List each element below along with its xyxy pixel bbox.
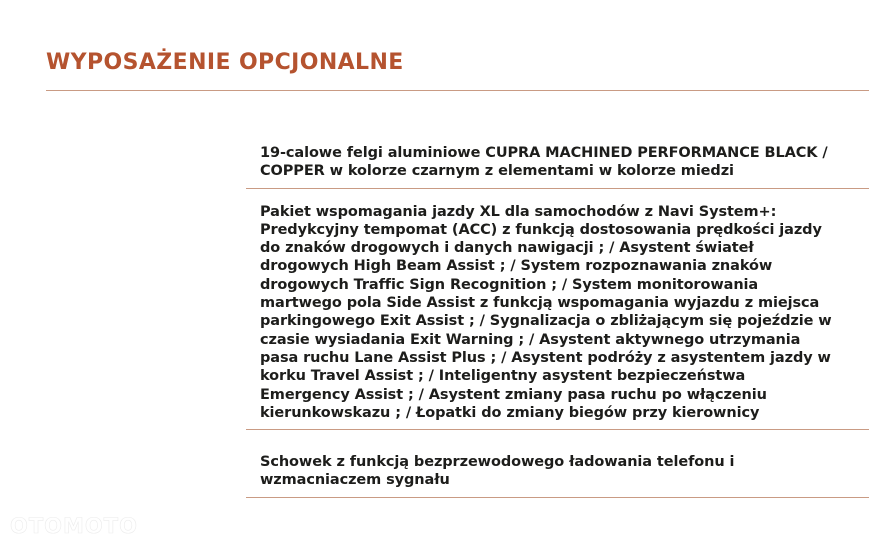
equipment-item-text: 19-calowe felgi aluminiowe CUPRA MACHINED PERFORMANCE BLACK / COPPER w kolorze czarnym z elementami w kolorze miedzi	[260, 145, 828, 180]
title-divider	[46, 90, 869, 91]
equipment-item	[246, 430, 834, 498]
watermark-logo: OTOMOTO	[10, 514, 138, 538]
equipment-item-text: Pakiet wspomagania jazdy XL dla samochodów z Navi System+: Predykcyjny tempomat (ACC) z funkcją dostosowania prędkości jazdy do znaków drogowych i danych nawigacji ; / Asystent świateł drogowych High Beam Assist ; / System rozpoznawania znaków drogowych Traffic Sign Recognition ; / System monitorowania martwego pola Side Assist z funkcją wspomagania wyjazdu z miejsca parkingowego Exit Assist ; / Sygnalizacja o zbliżającym się pojeździe w czasie wysiadania Exit Warning ; / Asystent aktywnego utrzymania pasa ruchu Lane Assist Plus ; / Asystent podróży z asystentem jazdy w korku Travel Assist ; / Inteligentny asystent bezpieczeństwa Emergency Assist ; / Asystent zmiany pasa ruchu po włączeniu kierunkowskazu ; / Łopatki do zmiany biegów przy kierownicy	[260, 203, 832, 421]
equipment-item	[246, 138, 834, 189]
equipment-item-text: Schowek z funkcją bezprzewodowego ładowania telefonu i wzmacniaczem sygnału	[260, 454, 735, 489]
equipment-list	[246, 138, 869, 498]
section-title: WYPOSAŻENIE OPCJONALNE	[46, 50, 404, 75]
equipment-item	[246, 189, 834, 431]
